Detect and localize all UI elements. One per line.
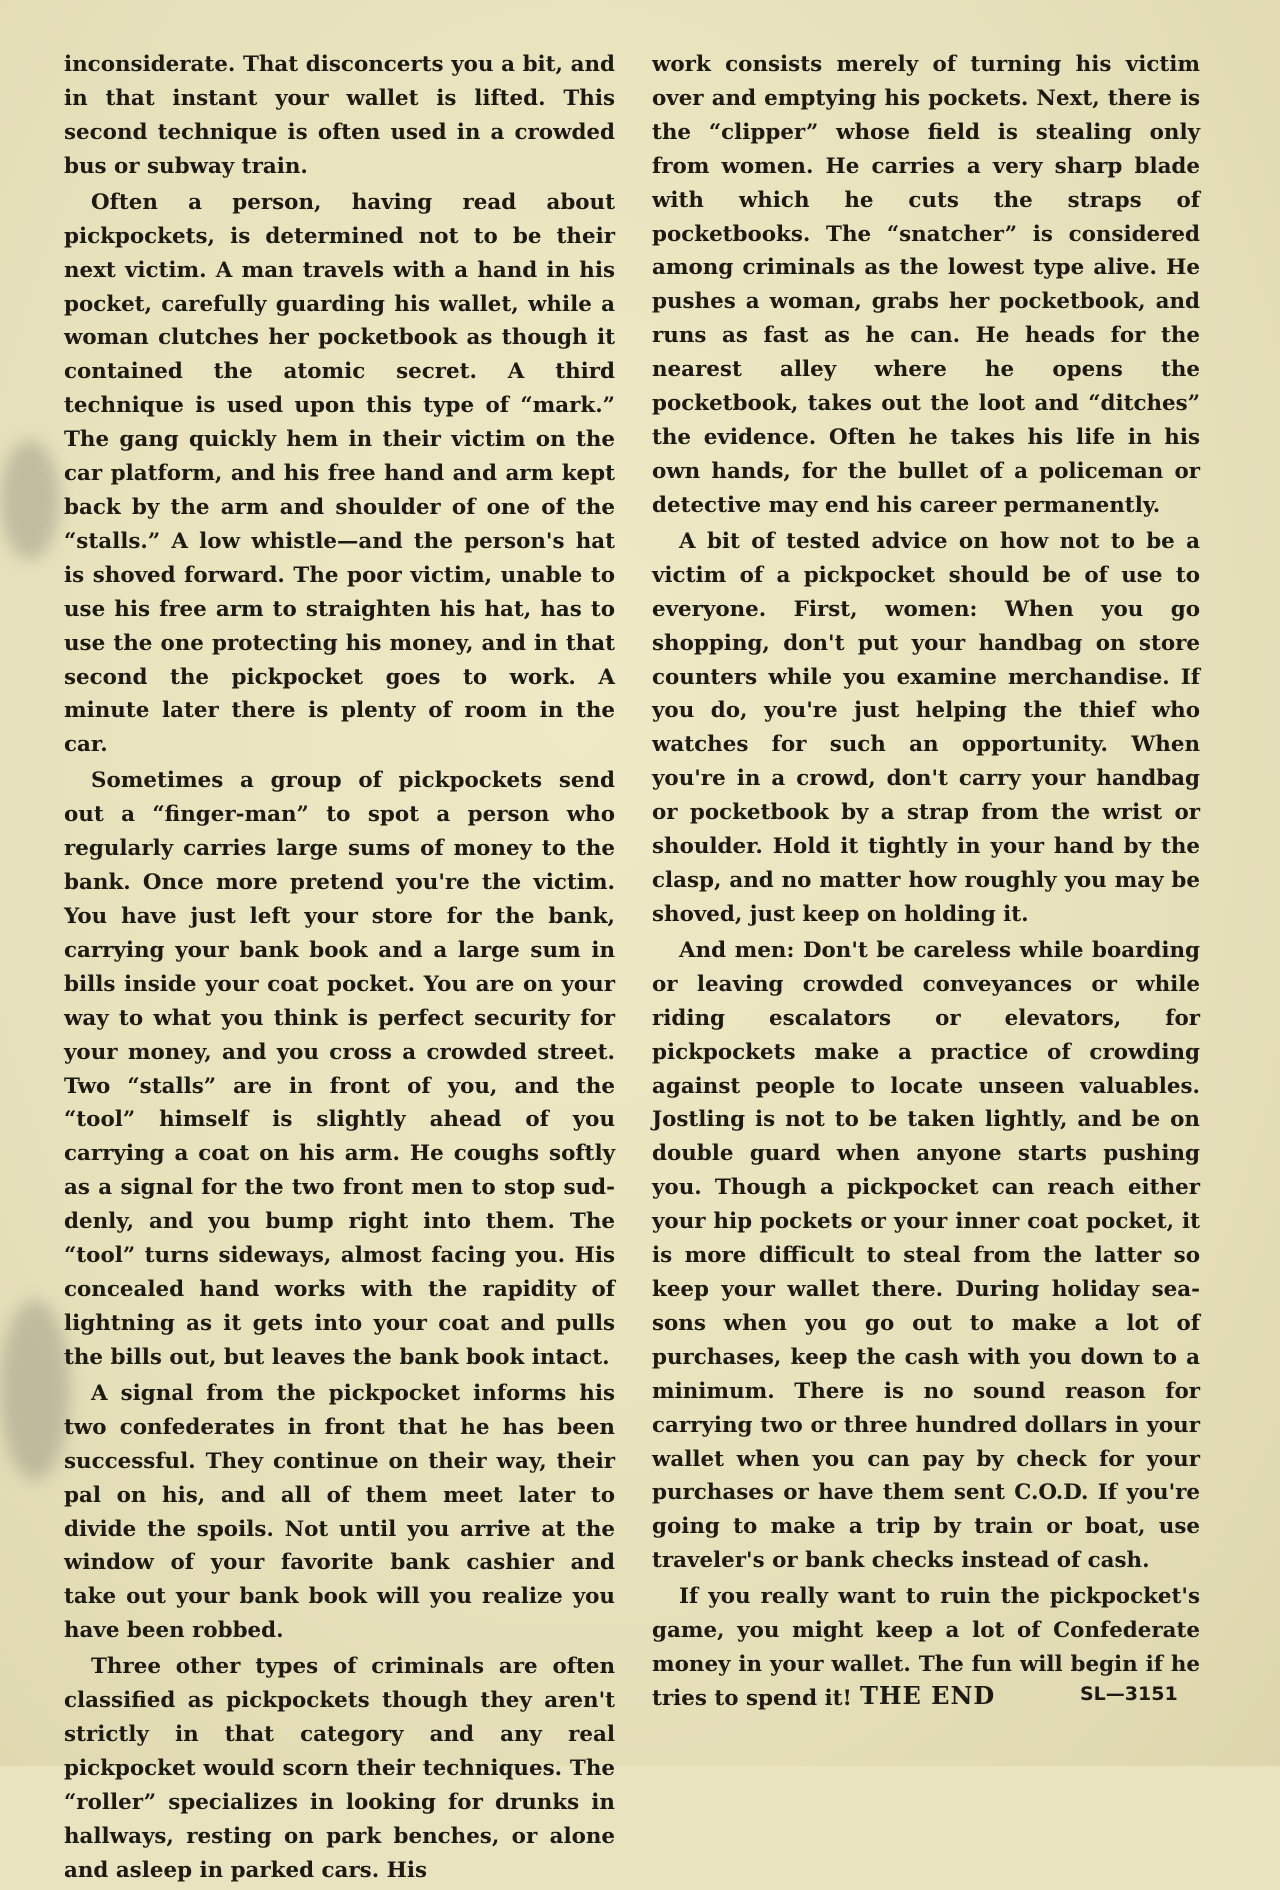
page-stain xyxy=(0,440,60,560)
page-stain xyxy=(0,1300,70,1480)
paragraph: Sometimes a group of pickpockets send out a “finger-man” to spot a person who regularly carries large sums of money to the bank. Once more pretend you're the victim. You have just left your store for the bank, carrying your bank book and a large sum in bills inside your coat pocket. You are on your way to what you think is perfect security for your money, and you cross a crowded street. Two “stalls” are in front of you, and the “tool” himself is slightly ahead of you carrying a coat on his arm. He coughs softly as a signal for the two front men to stop suddenly, and you bump right into them. The “tool” turns sideways, almost facing you. His concealed hand works with the rapidity of lightning as it gets into your coat and pulls the bills out, but leaves the bank book intact. xyxy=(64,768,615,1370)
paragraph: Three other types of criminals are often classified as pickpockets though they aren't strictly in that category and any real pickpocket would scorn their techniques. The “roller” specializes in looking for drunks in hallways, resting on park benches, or alone and asleep in parked cars. His xyxy=(64,1654,615,1883)
paragraph: A signal from the pickpocket informs his two confederates in front that he has been successful. They continue on their way, their pal on his, and all of them meet later to divide the spoils. Not until you arrive at the window of your favorite bank cashier and take out your bank book will you realize you have been robbed. xyxy=(64,1380,615,1644)
page-footer xyxy=(0,1681,1280,1721)
paragraph: inconsiderate. That disconcerts you a bit, and in that instant your wallet is lifted. This second technique is often used in a crowded bus or subway train. xyxy=(64,52,615,179)
right-column xyxy=(652,48,1200,1718)
paragraph: A bit of tested advice on how not to be a victim of a pickpocket should be of use to everyone. First, women: When you go shopping, don't put your handbag on store counters while you examine merchandise. If you do, you're just helping the thief who watches for such an opportunity. When you're in a crowd, don't carry your handbag or pocketbook by a strap from the wrist or shoulder. Hold it tightly in your hand by the clasp, and no matter how roughly you may be shoved, just keep on holding it. xyxy=(652,528,1200,927)
paragraph: If you really want to ruin the pickpocket's game, you might keep a lot of Confederate money in your wallet. The fun will begin if he tries to spend it! xyxy=(652,1584,1200,1712)
paragraph: Often a person, having read about pickpockets, is determined not to be their next victim. A man travels with a hand in his pocket, carefully guarding his wallet, while a woman clutches her pocketbook as though it contained the atomic secret. A third technique is used upon this type of “mark.” The gang quickly hem in their victim on the car platform, and his free hand and arm kept back by the arm and shoulder of one of the “stalls.” A low whistle—and the person's hat is shoved forward. The poor victim, unable to use his free arm to straighten his hat, has to use the one protecting his money, and in that second the pickpocket goes to work. A minute later there is plenty of room in the car. xyxy=(64,189,615,758)
paragraph: And men: Don't be careless while boarding or leaving crowded conveyances or while riding escalators or elevators, for pickpockets make a practice of crowding against people to locate unseen valuables. Jostling is not to be taken lightly, and be on double guard when anyone starts pushing you. Though a pickpocket can reach either your hip pockets or your inner coat pocket, it is more difficult to steal from the latter so keep your wallet there. During holiday seasons when you go out to make a lot of purchases, keep the cash with you down to a minimum. There is no sound reason for carrying two or three hundred dollars in your wallet when you can pay by check for your purchases or have them sent C.O.D. If you're going to make a trip by train or boat, use traveler's or bank checks instead of cash. xyxy=(652,937,1200,1574)
paragraph: work consists merely of turning his victim over and emptying his pockets. Next, there is the “clipper” whose field is stealing only from women. He carries a very sharp blade with which he cuts the straps of pocketbooks. The “snatcher” is considered among criminals as the lowest type alive. He pushes a woman, grabs her pocketbook, and runs as fast as he can. He heads for the nearest alley where he opens the pocketbook, takes out the loot and “ditches” the evidence. Often he takes his life in his own hands, for the bullet of a policeman or detective may end his career permanently. xyxy=(652,52,1200,518)
left-column xyxy=(64,48,615,1890)
page-code: SL—3151 xyxy=(1080,1683,1178,1705)
the-end-label: THE END xyxy=(860,1681,996,1710)
